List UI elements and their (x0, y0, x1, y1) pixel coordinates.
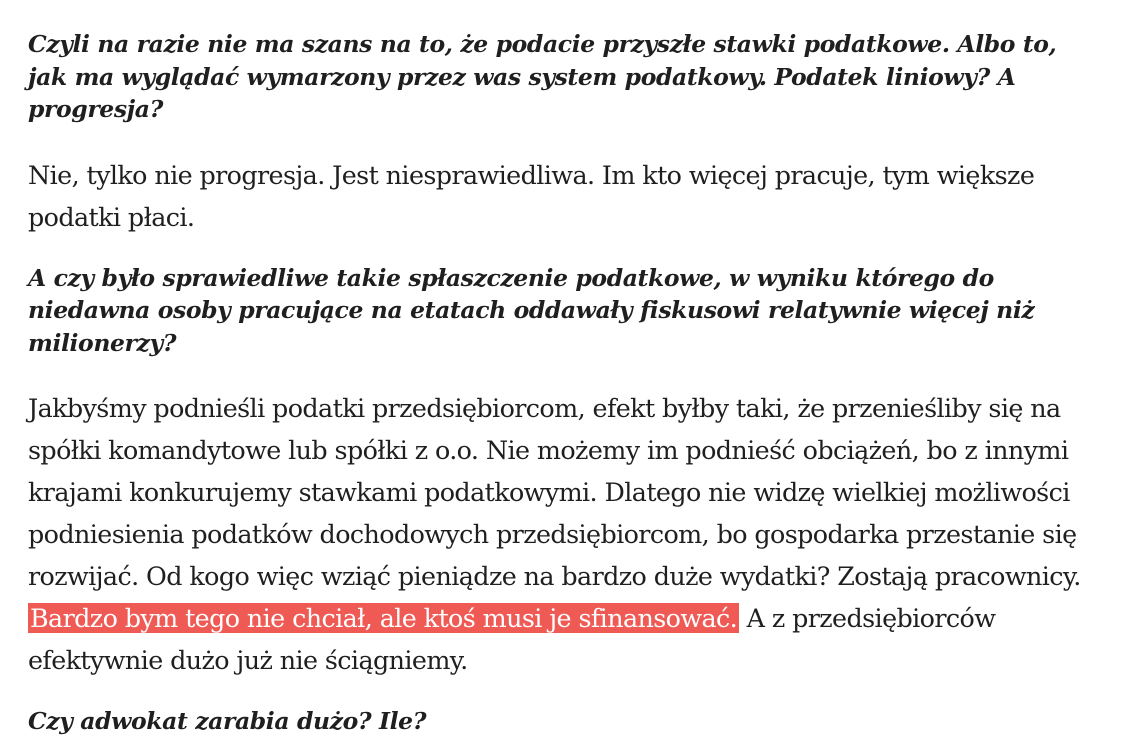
answer-2-text-after: A z przedsiębiorców efektywnie dużo już nie ściągniemy. (28, 603, 996, 675)
interview-answer-1: Nie, tylko nie progresja. Jest niesprawiedliwa. Im kto więcej pracuje, tym większe podatki płaci. (28, 159, 1035, 232)
article-body (28, 28, 1088, 735)
interview-question-3-cut-off: Czy adwokat zarabia dużo? Ile? (28, 707, 427, 735)
interview-answer-2 (28, 387, 1088, 681)
answer-2-text-before: Jakbyśmy podnieśli podatki przedsiębiorcom, efekt byłby taki, że przenieśliby się na spółki komandytowe lub spółki z o.o. Nie możemy im podnieść obciążeń, bo z innymi krajami konkurujemy stawkami podatkowymi. Dlatego nie widzę wielkiej możliwości podniesienia podatków dochodowych przedsiębiorcom, bo gospodarka przestanie się rozwijać. Od kogo więc wziąć pieniądze na bardzo duże wydatki? Zostają pracownicy. (28, 393, 1081, 591)
highlighted-quote[interactable]: Bardzo bym tego nie chciał, ale ktoś musi je sfinansować. (30, 603, 738, 633)
interview-question-2: A czy było sprawiedliwe takie spłaszczenie podatkowe, w wyniku którego do niedawna osoby pracujące na etatach oddawały fiskusowi relatywnie więcej niż milionerzy? (28, 263, 1035, 357)
interview-question-1: Czyli na razie nie ma szans na to, że podacie przyszłe stawki podatkowe. Albo to, jak ma wyglądać wymarzony przez was system podatkowy. Podatek liniowy? A progresja? (28, 30, 1057, 123)
